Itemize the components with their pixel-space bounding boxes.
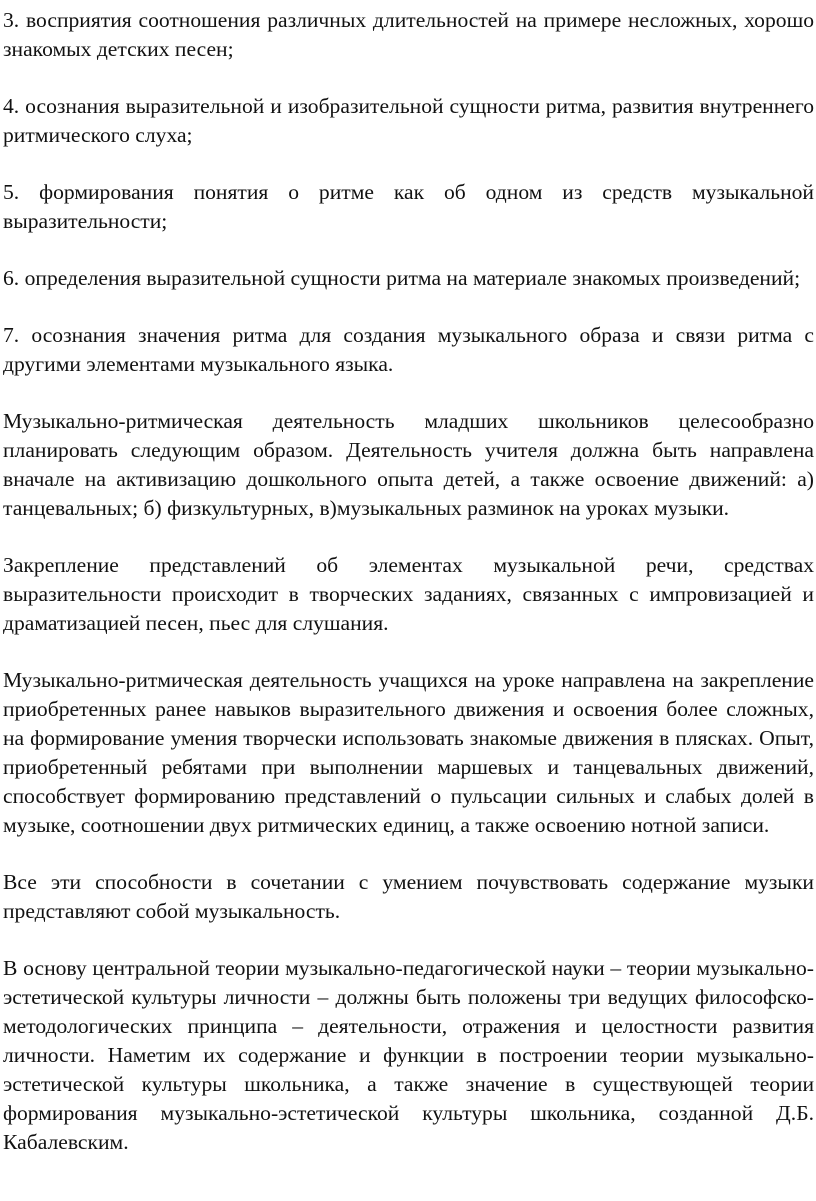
- paragraph-musicality: Все эти способности в сочетании с умением почувствовать содержание музыки представляют собой музыкальность.: [3, 870, 814, 923]
- paragraph-consolidation: Закрепление представлений об элементах музыкальной речи, средствах выразительности происходит в творческих заданиях, связанных с импровизацией и драматизацией песен, пьес для слушания.: [3, 553, 814, 635]
- list-item-5: 5. формирования понятия о ритме как об одном из средств музыкальной выразительности;: [3, 180, 814, 233]
- list-item-3: 3. восприятия соотношения различных длительностей на примере несложных, хорошо знакомых детских песен;: [3, 8, 814, 61]
- paragraph-central-theory: В основу центральной теории музыкально-педагогической науки – теории музыкально-эстетической культуры личности – должны быть положены три ведущих философско-методологических принципа – деятельности, отражения и целостности развития личности. Наметим их содержание и функции в построении теории музыкально-эстетической культуры школьника, а также значение в существующей теории формирования музыкально-эстетической культуры школьника, созданной Д.Б. Кабалевским.: [3, 956, 814, 1154]
- list-item-4: 4. осознания выразительной и изобразительной сущности ритма, развития внутреннего ритмического слуха;: [3, 94, 814, 147]
- list-item-6: 6. определения выразительной сущности ритма на материале знакомых произведений;: [3, 266, 801, 290]
- list-item-7: 7. осознания значения ритма для создания музыкального образа и связи ритма с другими элементами музыкального языка.: [3, 323, 814, 376]
- paragraph-rhythmic-activity-lesson: Музыкально-ритмическая деятельность учащихся на уроке направлена на закрепление приобретенных ранее навыков выразительного движения и освоения более сложных, на формирование умения творчески использовать знакомые движения в плясках. Опыт, приобретенный ребятами при выполнении маршевых и танцевальных движений, способствует формированию представлений о пульсации сильных и слабых долей в музыке, соотношении двух ритмических единиц, а также освоению нотной записи.: [3, 668, 814, 837]
- paragraph-rhythmic-activity-planning: Музыкально-ритмическая деятельность младших школьников целесообразно планировать следующим образом. Деятельность учителя должна быть направлена вначале на активизацию дошкольного опыта детей, а также освоение движений: а) танцевальных; б) физкультурных, в)музыкальных разминок на уроках музыки.: [3, 409, 814, 520]
